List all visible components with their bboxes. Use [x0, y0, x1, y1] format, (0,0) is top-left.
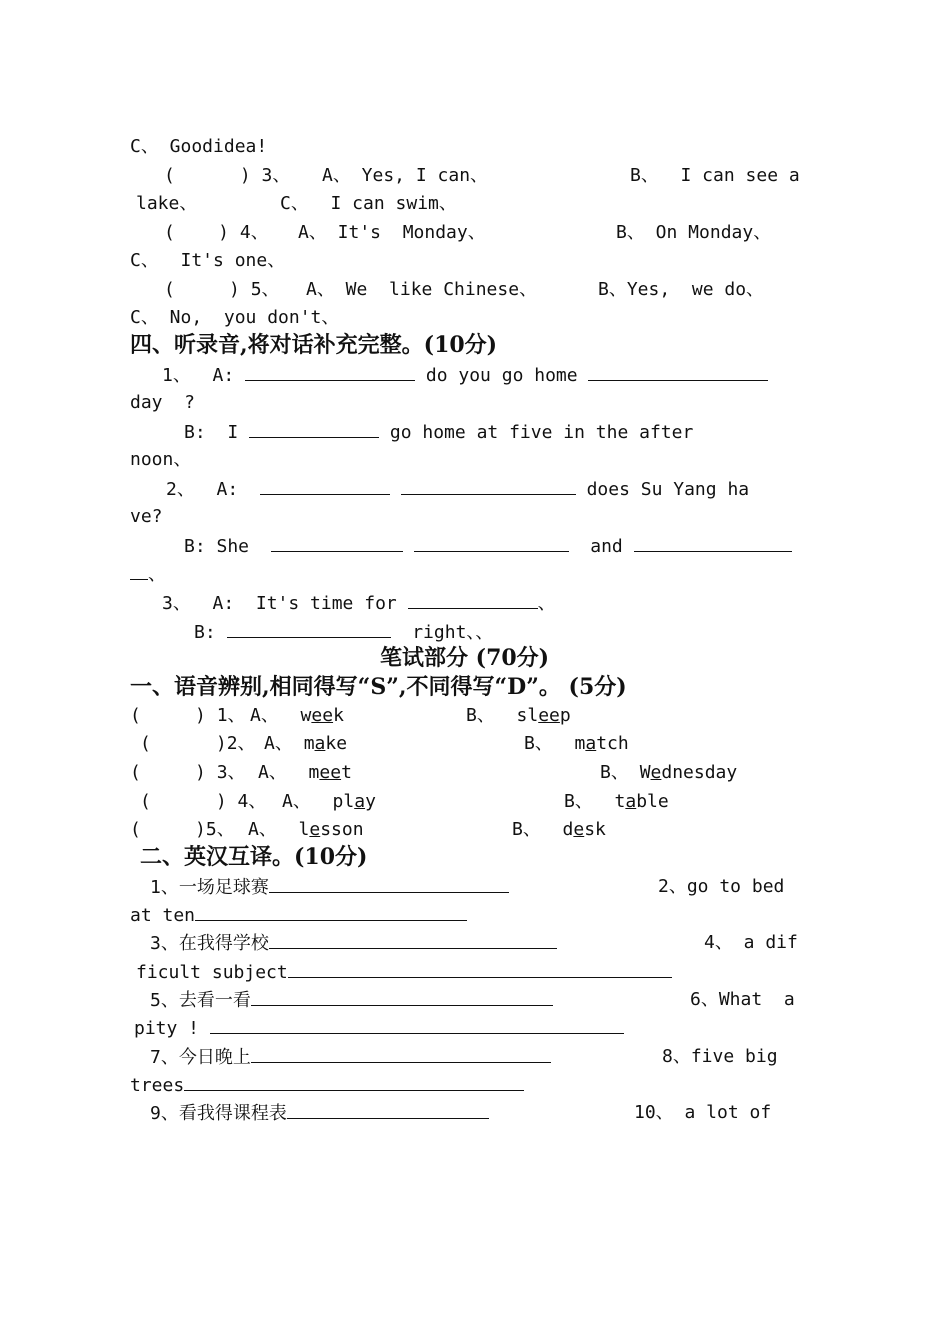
dialog2-a-mid: does Su Yang ha [586, 479, 750, 500]
phonics-item-3-a [258, 761, 352, 785]
word-part: d [562, 819, 574, 840]
word-part: dnesday [661, 762, 738, 783]
dialog3-a-end: 、 [537, 593, 556, 614]
word-part: l [298, 819, 310, 840]
q5-option-a: A、 We like Chinese、 [306, 279, 538, 300]
dialog1-a [162, 363, 768, 388]
translation-prompt: 9、看我得课程表 [150, 1103, 287, 1124]
option-label: B、 [512, 819, 541, 840]
word-part: sk [584, 819, 606, 840]
dialog1-a-end: day ? [130, 392, 196, 413]
word-part: m [303, 733, 315, 754]
blank[interactable] [184, 1073, 524, 1091]
phonics-item-4-b [564, 790, 669, 814]
blank[interactable] [269, 931, 557, 949]
phonics-item-5-b [512, 818, 606, 842]
phonics-item-2-a [264, 732, 347, 756]
word-part: w [300, 705, 312, 726]
blank[interactable] [287, 1101, 489, 1119]
option-label: A、 [282, 791, 311, 812]
word-part: t [341, 762, 352, 783]
translation-prompt: 3、在我得学校 [150, 933, 269, 954]
option-label: B、 [524, 733, 553, 754]
dialog1-b [184, 420, 693, 445]
dialog3-b-end: right、、 [412, 622, 494, 643]
dialog1-a-prefix: 1、 A: [162, 365, 235, 386]
q4-option-b: B、 On Monday、 [616, 222, 772, 243]
dialog3-a-prefix: 3、 A: It's time for [162, 593, 397, 614]
word-part: m [308, 762, 320, 783]
blank[interactable] [210, 1016, 624, 1034]
translation-prompt: at ten [130, 905, 196, 926]
q4-number: ( ) 4、 [164, 222, 269, 243]
blank[interactable] [634, 534, 792, 552]
blank[interactable] [245, 363, 415, 381]
translation-item-4-cont [136, 960, 672, 985]
translation-item-6: 6、What a [690, 989, 795, 1010]
blank[interactable] [408, 591, 538, 609]
translation-item-9 [150, 1101, 489, 1126]
translation-item-1 [150, 875, 509, 900]
q5-option-b: B、Yes, we do、 [598, 279, 765, 300]
blank[interactable] [251, 988, 553, 1006]
translation-item-2: 2、go to bed [658, 876, 785, 897]
underlined-letters: ee [311, 705, 334, 726]
translation-item-8: 8、five big [662, 1046, 778, 1067]
word-part: sl [516, 705, 539, 726]
word-part: m [574, 733, 586, 754]
dialog2-b-end-text: 、 [148, 564, 166, 585]
phonics-item-2-num: ( )2、 [140, 733, 256, 754]
dialog2-b-end [130, 562, 166, 587]
underlined-letters: a [585, 733, 597, 754]
translation-item-10: 10、 a lot of [634, 1102, 772, 1123]
translation-item-7 [150, 1045, 551, 1070]
translation-prompt: trees [130, 1075, 185, 1096]
q5-option-c: C、 No, you don't、 [130, 307, 340, 328]
q3-option-a: A、 Yes, I can、 [322, 165, 489, 186]
blank[interactable] [249, 420, 379, 438]
blank[interactable] [288, 960, 672, 978]
word-part: y [365, 791, 376, 812]
phonics-item-3-b [600, 761, 737, 785]
translation-title: 二、英汉互译。(10分) [140, 844, 368, 870]
blank[interactable] [588, 363, 768, 381]
dialog3-b [194, 620, 493, 645]
translation-item-4: 4、 a dif [704, 932, 798, 953]
blank[interactable] [401, 477, 576, 495]
underlined-letters: ee [319, 762, 342, 783]
translation-item-2-cont [130, 903, 467, 928]
translation-item-3 [150, 931, 557, 956]
word-part: tch [596, 733, 629, 754]
phonics-title: 一、语音辨别,相同得写“S”,不同得写“D”。 (5分) [130, 674, 627, 700]
option-label: B、 [600, 762, 629, 783]
underlined-letters: ee [538, 705, 560, 726]
dialog2-a-end: ve? [130, 506, 163, 527]
phonics-item-4-a [282, 790, 376, 814]
phonics-item-3-num: ( ) 3、 [130, 762, 246, 783]
dialog1-b-mid: go home at five in the after [389, 422, 694, 443]
underlined-letters: e [309, 819, 321, 840]
phonics-item-5-num: ( )5、 [130, 819, 235, 840]
option-label: B、 [564, 791, 593, 812]
word-part: sson [320, 819, 364, 840]
dialog2-b-and: and [590, 536, 623, 557]
q3-number: ( ) 3、 [164, 165, 291, 186]
blank[interactable] [269, 875, 509, 893]
phonics-item-1-a [250, 704, 344, 728]
dialog1-b-end: noon、 [130, 449, 192, 470]
dialog2-a [166, 477, 749, 502]
translation-prompt: ficult subject [136, 962, 288, 983]
translation-prompt: 1、一场足球赛 [150, 877, 269, 898]
dialog2-b-prefix: B: She [184, 536, 250, 557]
dialog3-a [162, 591, 556, 616]
phonics-item-1-b [466, 704, 571, 728]
option-label: A、 [264, 733, 293, 754]
q3-option-b-cont: lake、 [136, 193, 198, 214]
word-part: pl [332, 791, 355, 812]
blank[interactable] [414, 534, 569, 552]
dialog3-b-prefix: B: [194, 622, 216, 643]
option-label: A、 [258, 762, 287, 783]
blank[interactable] [260, 477, 390, 495]
dialog1-b-prefix: B: I [184, 422, 239, 443]
blank[interactable] [227, 620, 391, 638]
word-part: k [333, 705, 344, 726]
dialog1-a-mid: do you go home [425, 365, 578, 386]
blank[interactable] [271, 534, 403, 552]
translation-item-6-cont [134, 1016, 624, 1041]
option-label: A、 [248, 819, 277, 840]
word-part: t [614, 791, 626, 812]
option-label: A、 [250, 705, 279, 726]
underlined-letters: a [314, 733, 326, 754]
q2-option-c: C、 Goodidea! [130, 136, 268, 157]
translation-prompt: pity ! [134, 1018, 200, 1039]
blank[interactable] [130, 562, 148, 580]
blank[interactable] [251, 1045, 551, 1063]
q3-option-c: C、 I can swim、 [280, 193, 457, 214]
q4-option-c: C、 It's one、 [130, 250, 286, 271]
translation-item-5 [150, 988, 553, 1013]
dialog2-b [184, 534, 792, 559]
phonics-item-2-b [524, 732, 629, 756]
translation-prompt: 5、去看一看 [150, 990, 251, 1011]
blank[interactable] [195, 903, 467, 921]
q3-option-b: B、 I can see a [630, 165, 800, 186]
dialog2-a-prefix: 2、 A: [166, 479, 239, 500]
underlined-letters: a [354, 791, 366, 812]
q4-option-a: A、 It's Monday、 [298, 222, 486, 243]
translation-prompt: 7、今日晚上 [150, 1047, 251, 1068]
phonics-item-4-num: ( ) 4、 [140, 791, 267, 812]
q5-number: ( ) 5、 [164, 279, 280, 300]
section4-title: 四、听录音,将对话补充完整。(10分) [130, 332, 498, 358]
phonics-item-1-num: ( ) 1、 [130, 705, 246, 726]
underlined-letters: e [650, 762, 662, 783]
word-part: p [559, 705, 571, 726]
underlined-letters: e [573, 819, 585, 840]
phonics-item-5-a [248, 818, 364, 842]
word-part: ble [636, 791, 669, 812]
underlined-letters: a [625, 791, 637, 812]
written-part-title: 笔试部分 (70分) [380, 645, 550, 671]
word-part: W [639, 762, 651, 783]
translation-item-8-cont [130, 1073, 524, 1098]
word-part: ke [325, 733, 348, 754]
option-label: B、 [466, 705, 495, 726]
